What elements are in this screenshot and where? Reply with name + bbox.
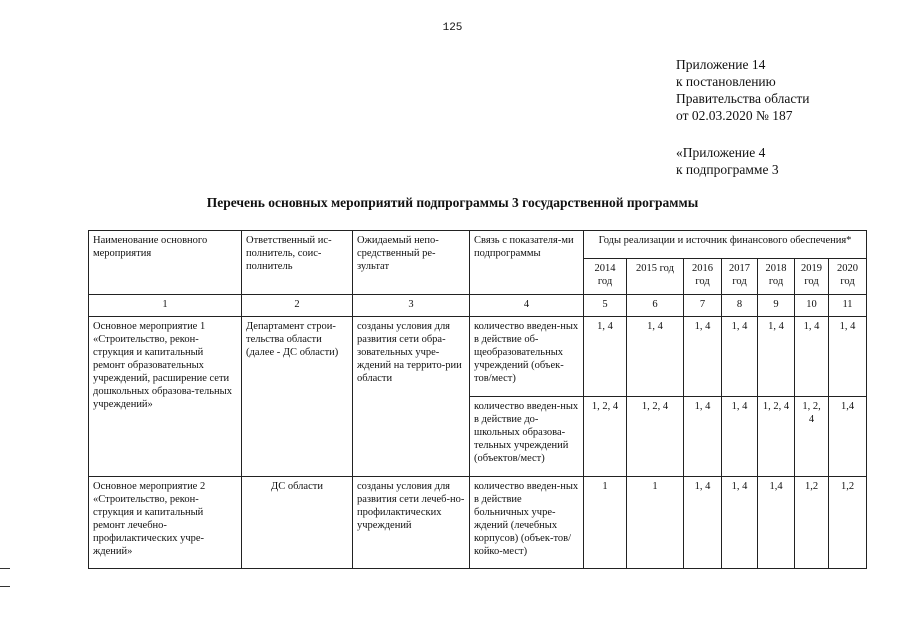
executor-cell: ДС области	[242, 477, 353, 569]
year-value-cell: 1, 4	[829, 317, 867, 397]
year-value-cell: 1,4	[829, 397, 867, 477]
year-value-cell: 1, 4	[684, 397, 722, 477]
header-year: 2014 год	[584, 259, 627, 295]
year-value-cell: 1, 4	[795, 317, 829, 397]
subprogram-appendix-reference	[676, 144, 779, 178]
column-number: 4	[470, 295, 584, 317]
measures-table	[88, 230, 867, 569]
column-number: 10	[795, 295, 829, 317]
header-year: 2016 год	[684, 259, 722, 295]
executor-cell: Департамент строи-тельства области (далее - ДС области)	[242, 317, 353, 477]
table-row	[89, 477, 867, 569]
year-value-cell: 1, 2, 4	[584, 397, 627, 477]
year-value-cell: 1, 4	[722, 397, 758, 477]
header-executor: Ответственный ис-полнитель, соис-полнитель	[242, 231, 353, 295]
result-cell: созданы условия для развития сети обра-зовательных учре-ждений на террито-рии области	[353, 317, 470, 477]
year-value-cell: 1	[584, 477, 627, 569]
header-result: Ожидаемый непо-средственный ре-зультат	[353, 231, 470, 295]
year-value-cell: 1,2	[829, 477, 867, 569]
appendix-line: Приложение 14	[676, 57, 766, 72]
column-number: 9	[758, 295, 795, 317]
year-value-cell: 1, 2, 4	[795, 397, 829, 477]
column-number: 11	[829, 295, 867, 317]
column-number: 8	[722, 295, 758, 317]
header-year: 2015 год	[627, 259, 684, 295]
indicator-cell: количество введен-ных в действие до-школьных образова-тельных учреждений (объектов/мест)	[470, 397, 584, 477]
header-indicators: Связь с показателя-ми подпрограммы	[470, 231, 584, 295]
appendix-line: к подпрограмме 3	[676, 162, 779, 177]
column-number: 6	[627, 295, 684, 317]
year-value-cell: 1, 4	[758, 317, 795, 397]
header-year: 2017 год	[722, 259, 758, 295]
column-number: 2	[242, 295, 353, 317]
year-value-cell: 1,4	[758, 477, 795, 569]
year-value-cell: 1, 4	[584, 317, 627, 397]
year-value-cell: 1,2	[795, 477, 829, 569]
page-number: 125	[442, 22, 463, 34]
header-year: 2018 год	[758, 259, 795, 295]
appendix-line: от 02.03.2020 № 187	[676, 108, 793, 123]
year-value-cell: 1, 4	[722, 317, 758, 397]
header-years-group: Годы реализации и источник финансового обеспечения*	[584, 231, 867, 259]
column-number: 3	[353, 295, 470, 317]
margin-mark	[0, 586, 10, 587]
table-row	[89, 317, 867, 397]
measure-cell: Основное мероприятие 2 «Строительство, рекон-струкция и капитальный ремонт лечебно-профилактических учре-ждений»	[89, 477, 242, 569]
column-number-row	[89, 295, 867, 317]
appendix-line: Правительства области	[676, 91, 810, 106]
result-cell: созданы условия для развития сети лечеб-но-профилактических учреждений	[353, 477, 470, 569]
margin-mark	[0, 568, 10, 569]
header-year: 2020 год	[829, 259, 867, 295]
column-number: 1	[89, 295, 242, 317]
document-title: Перечень основных мероприятий подпрограммы 3 государственной программы	[206, 195, 699, 210]
year-value-cell: 1, 4	[627, 317, 684, 397]
appendix-reference	[676, 56, 809, 124]
appendix-line: «Приложение 4	[676, 145, 766, 160]
year-value-cell: 1, 2, 4	[758, 397, 795, 477]
header-measure: Наименование основного мероприятия	[89, 231, 242, 295]
year-value-cell: 1, 4	[684, 477, 722, 569]
indicator-cell: количество введен-ных в действие об-щеобразовательных учреждений (объек-тов/мест)	[470, 317, 584, 397]
year-value-cell: 1, 2, 4	[627, 397, 684, 477]
year-value-cell: 1	[627, 477, 684, 569]
measure-cell: Основное мероприятие 1 «Строительство, рекон-струкция и капитальный ремонт образовательных учреждений, расширение сети дошкольных образова-тельных учреждений»	[89, 317, 242, 477]
column-number: 5	[584, 295, 627, 317]
indicator-cell: количество введен-ных в действие больничных учре-ждений (лечебных корпусов) (объек-тов/койко-мест)	[470, 477, 584, 569]
year-value-cell: 1, 4	[684, 317, 722, 397]
year-value-cell: 1, 4	[722, 477, 758, 569]
header-year: 2019 год	[795, 259, 829, 295]
appendix-line: к постановлению	[676, 74, 776, 89]
column-number: 7	[684, 295, 722, 317]
